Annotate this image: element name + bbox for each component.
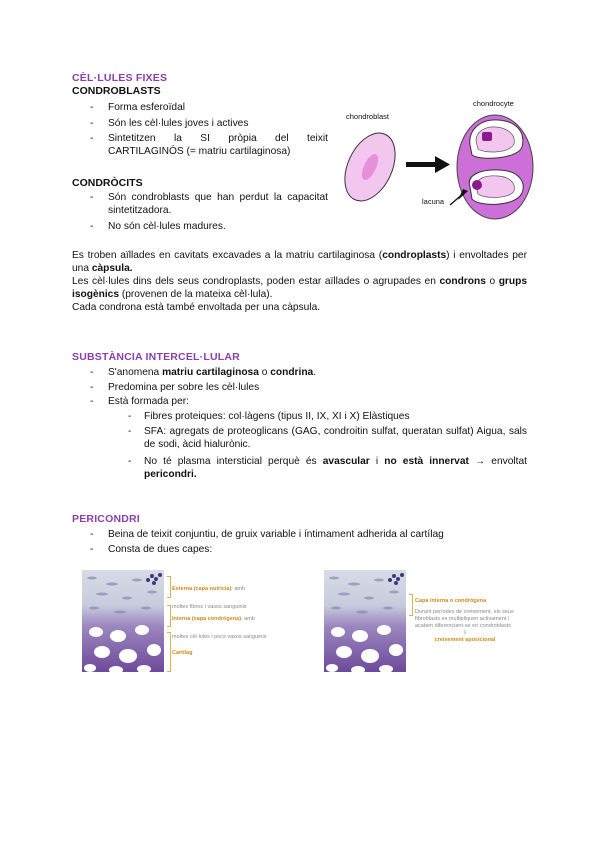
- lacuna-label: lacuna: [422, 197, 445, 206]
- sub-list-item: SFA: agregats de proteoglicans (GAG, condroitin sulfat, queratan sulfat) Aigua, sals de sodi, àcid hialurònic.: [144, 426, 527, 450]
- bullet: -: [90, 102, 94, 113]
- arrow-head: [435, 156, 450, 173]
- bracket-external: [167, 576, 171, 598]
- section-title-pericondri: PERICONDRI: [72, 513, 140, 525]
- sub-list-item: Fibres proteiques: col·làgens (tipus II, IX, XI i X) Elàstiques: [144, 411, 410, 422]
- section-title-cellules-fixes: CÈL·LULES FIXES: [72, 72, 168, 84]
- nucleus-lower: [472, 180, 482, 190]
- micrograph-right-svg: [324, 570, 406, 672]
- list-item: No són cèl·lules madures.: [108, 221, 226, 232]
- caption-cartilage: Cartílag: [172, 650, 193, 656]
- bullet: -: [90, 221, 94, 232]
- bracket-right: [409, 594, 413, 616]
- list-item: Forma esferoïdal: [108, 102, 186, 113]
- caption-internal-layer: Interna (capa condrògena): amb moltes cèl·lules i pocs vasos sanguinis: [172, 616, 267, 640]
- nucleus-upper: [482, 132, 492, 141]
- bullet: -: [90, 192, 94, 203]
- micrograph-left-svg: [82, 570, 164, 672]
- list-item: S'anomena matriu cartilaginosa o condrina.: [108, 367, 317, 378]
- bracket-cartilage: [167, 632, 171, 672]
- bullet: -: [90, 133, 94, 144]
- term-grups-isogenics: grups isogènics: [72, 276, 528, 300]
- bullet: -: [90, 529, 94, 540]
- section-title-substancia-intercellular: SUBSTÀNCIA INTERCEL·LULAR: [72, 351, 240, 363]
- cell-diagram: [340, 95, 540, 220]
- paragraph-condroplasts: Es troben aïllades en cavitats excavades a la matriu cartilaginosa (condroplasts) i envoltades per una càpsula. Les cèl·lules dins dels seus condroplasts, poden estar aïllades o agrupades en condrons o grups isogènics (provenen de la mateixa cèl·lula). Cada condrona està també envoltada per una càpsula.: [72, 250, 528, 313]
- term-condroplasts: condroplasts: [382, 250, 447, 261]
- bullet: -: [90, 544, 94, 555]
- bullet: -: [90, 367, 94, 378]
- sub-list-item: No té plasma intersticial perquè és avascular i no està innervat → envoltat pericondri.: [144, 456, 527, 480]
- down-arrow-icon: ⇩: [462, 630, 468, 636]
- bracket-internal: [167, 605, 171, 627]
- list-item: Són les cèl·lules joves i actives: [108, 118, 249, 129]
- list-item: Sintetitzen la SI pròpia del teixit CARTILAGINÓS (= matriu cartilaginosa): [108, 133, 328, 157]
- bullet: -: [90, 396, 94, 407]
- chondrocyte-lower: [476, 176, 514, 198]
- term-capsula: càpsula.: [91, 263, 133, 274]
- sub-bullet: -: [128, 411, 132, 422]
- subtitle-condroblasts: CONDROBLASTS: [72, 85, 161, 97]
- list-item: Consta de dues capes:: [108, 544, 213, 555]
- list-item: Són condroblasts que han perdut la capacitat sintetitzadora.: [108, 192, 328, 216]
- caption-right: Capa interna o condrògena Durant períodes de creixement, els seus fibroblasts es multipliquen activament i acaben diferenciant-se en condroblasts ⇩ creixement aposicional: [415, 598, 514, 643]
- bullet: -: [90, 382, 94, 393]
- list-item: Predomina per sobre les cèl·lules: [108, 382, 260, 393]
- caption-external-layer: Externa (capa nutrícia): amb moltes fibres i vasos sanguinis: [172, 586, 247, 610]
- term-condrons: condrons: [439, 276, 486, 287]
- sub-bullet: -: [128, 456, 132, 467]
- sub-bullet: -: [128, 426, 132, 437]
- micrograph-right: [324, 570, 406, 672]
- arrow-shaft: [406, 162, 436, 167]
- bullet: -: [90, 118, 94, 129]
- chondroblast-label: chondroblast: [346, 112, 389, 121]
- list-item: Està formada per:: [108, 396, 189, 407]
- subtitle-condrocits: CONDRÒCITS: [72, 177, 143, 189]
- chondrocyte-label: chondrocyte: [473, 99, 514, 108]
- micrograph-left: [82, 570, 164, 672]
- list-item: Beina de teixit conjuntiu, de gruix variable i íntimament adherida al cartílag: [108, 529, 444, 540]
